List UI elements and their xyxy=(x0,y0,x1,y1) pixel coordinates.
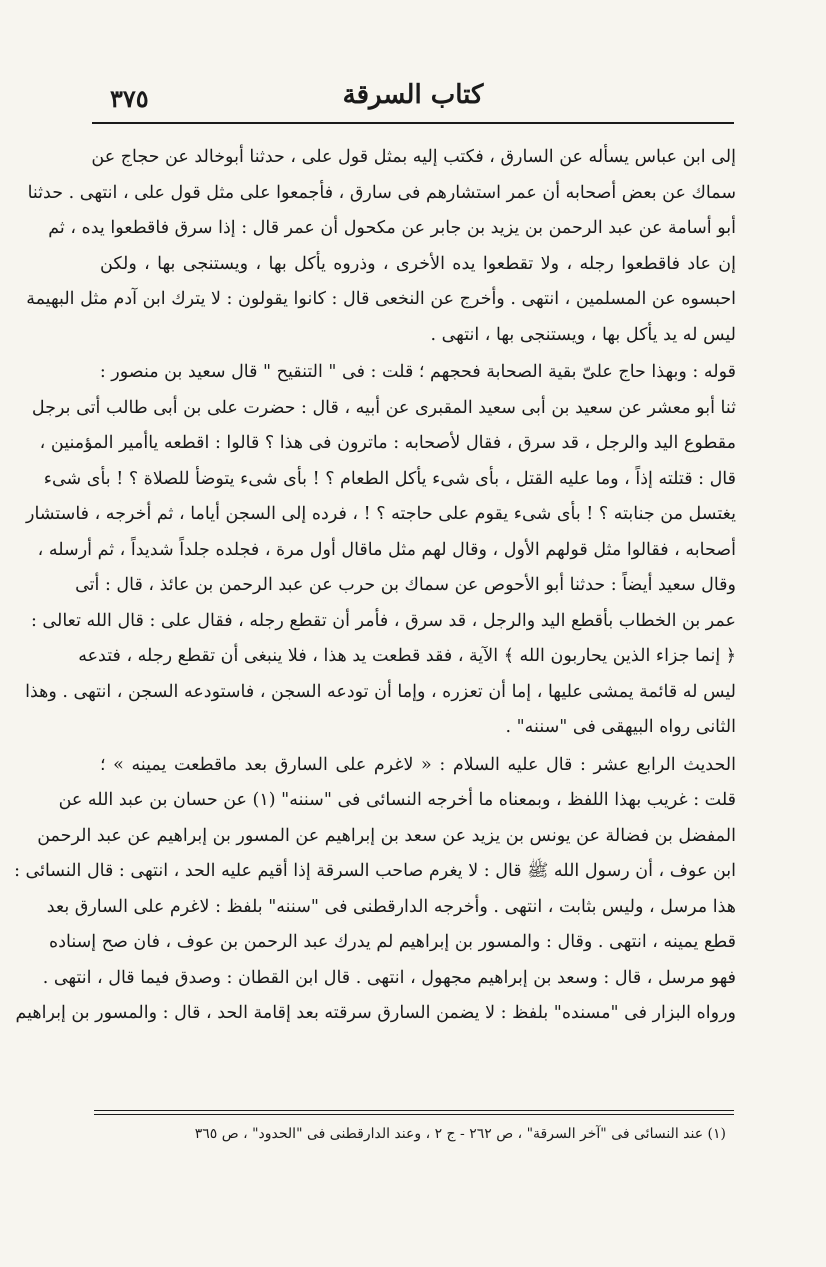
text-line: قطع يمينه ، انتهى . وقال : والمسور بن إبراهيم لم يدرك عبد الرحمن بن عوف ، فان صح إسناده xyxy=(49,932,736,952)
text-line: قال : قتلته إذاً ، وما عليه القتل ، بأى شىء يأكل الطعام ؟ ! بأى شىء يتوضأ للصلاة ؟ ! بأى شىء xyxy=(43,468,736,489)
text-line: هذا مرسل ، وليس بثابت ، انتهى . وأخرجه الدارقطنى فى "سننه" بلفظ : لاغرم على السارق بعد xyxy=(46,896,736,917)
page-number: ٣٧٥ xyxy=(110,84,149,113)
text-line: أبو أسامة عن عبد الرحمن بن يزيد بن جابر عن مكحول أن عمر قال : إذا سرق فاقطعوا يده ، ثم xyxy=(48,218,736,238)
text-line: ورواه البزار فى "مسنده" بلفظ : لا يضمن السارق سرقته بعد إقامة الحد ، قال : والمسور بن إبراهيم xyxy=(15,1003,736,1023)
text-line: أصحابه ، فقالوا مثل قولهم الأول ، وقال لهم مثل ماقال أول مرة ، فجلده جلداً شديداً ، ثم أرسله ، xyxy=(37,539,736,560)
text-line: الثانى رواه البيهقى فى "سننه" . xyxy=(505,717,736,737)
paragraph xyxy=(26,140,736,353)
text-line: احبسوه عن المسلمين ، انتهى . وأخرج عن النخعى قال : كانوا يقولون : لا يترك ابن آدم مثل البهيمة xyxy=(26,289,736,309)
text-line: قوله : وبهذا حاج علىّ بقية الصحابة فحجهم ؛ قلت : فى " التنقيح " قال سعيد بن منصور : xyxy=(99,362,736,382)
text-line: ليس له يد يأكل بها ، ويستنجى بها ، انتهى . xyxy=(430,324,736,345)
text-line: إن عاد فاقطعوا رجله ، ولا تقطعوا يده الأخرى ، وذروه يأكل بها ، ويستنجى بها ، ولكن xyxy=(100,253,736,274)
footnote-rule-double xyxy=(94,1114,734,1115)
text-line: فهو مرسل ، قال : وسعد بن إبراهيم مجهول ، انتهى . قال ابن القطان : وصدق فيما قال ، انتهى . xyxy=(42,967,736,988)
running-title: كتاب السرقة xyxy=(342,80,484,110)
page-header xyxy=(92,78,734,124)
text-line: ﴿ إنما جزاء الذين يحاربون الله ﴾ الآية ، فقد قطعت يد هذا ، فلا ينبغى أن تقطع رجله ، فتدعه xyxy=(78,646,736,666)
text-line: سماك عن بعض أصحابه أن عمر استشارهم فى سارق ، فأجمعوا على مثل قول على ، انتهى . حدثنا xyxy=(27,182,736,203)
text-line: المفضل بن فضالة عن يونس بن يزيد عن سعد بن إبراهيم عن المسور بن إبراهيم عن عبد الرحمن xyxy=(37,825,736,846)
text-line: ابن عوف ، أن رسول الله ﷺ قال : لا يغرم صاحب السرقة إذا أقيم عليه الحد ، انتهى : قال النسائى : xyxy=(14,861,736,881)
footnote-rule xyxy=(94,1110,734,1111)
text-line: مقطوع اليد والرجل ، قد سرق ، فقال لأصحابه : ماترون فى هذا ؟ قالوا : اقطعه ياأمير المؤمنين ، xyxy=(39,433,736,453)
footnote: (١) عند النسائى فى "آخر السرقة" ، ص ٢٦٢ - ج ٢ ، وعند الدارقطنى فى "الحدود" ، ص ٣٦٥ xyxy=(194,1126,726,1142)
paragraph xyxy=(25,355,736,746)
header-rule xyxy=(92,122,734,124)
text-line: إلى ابن عباس يسأله عن السارق ، فكتب إليه بمثل قول على ، حدثنا أبوخالد عن حجاج عن xyxy=(91,147,736,167)
paragraph xyxy=(14,748,736,1032)
text-line: ليس له قائمة يمشى عليها ، إما أن تعزره ، وإما أن تودعه السجن ، فاستودعه السجن ، انتهى . وهذا xyxy=(25,681,736,702)
text-line: وقال سعيد أيضاً : حدثنا أبو الأحوص عن سماك بن حرب عن عبد الرحمن بن عائذ ، قال : أتى xyxy=(75,575,736,595)
text-line: الحديث الرابع عشر : قال عليه السلام : « لاغرم على السارق بعد ماقطعت يمينه » ؛ xyxy=(100,754,736,775)
text-line: قلت : غريب بهذا اللفظ ، وبمعناه ما أخرجه النسائى فى "سننه" (١) عن حسان بن عبد الله عن xyxy=(58,790,736,810)
text-line: يغتسل من جنابته ؟ ! بأى شىء يقوم على حاجته ؟ ! ، فرده إلى السجن أياما ، ثم أخرجه ، فاستشار xyxy=(26,504,736,524)
text-line: عمر بن الخطاب بأقطع اليد والرجل ، قد سرق ، فأمر أن تقطع رجله ، فقال على : قال الله تعالى : xyxy=(30,610,736,631)
main-text xyxy=(14,140,736,1032)
text-line: ثنا أبو معشر عن سعيد بن أبى سعيد المقبرى عن أبيه ، قال : حضرت على بن أبى طالب أتى برجل xyxy=(31,397,736,418)
